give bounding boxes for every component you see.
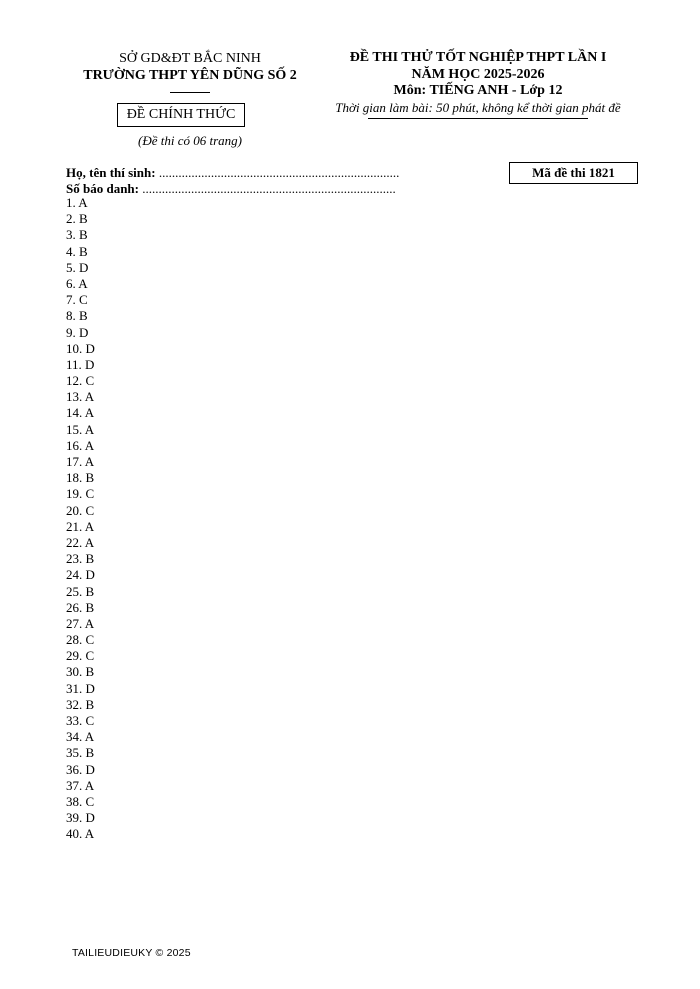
answer-item: 28. C — [66, 632, 95, 648]
answer-item: 29. C — [66, 648, 95, 664]
answer-item: 6. A — [66, 275, 88, 291]
candidate-name-line — [66, 165, 399, 181]
candidate-info — [66, 165, 399, 197]
answer-item: 2. B — [66, 211, 88, 227]
answer-item: 36. D — [66, 761, 95, 777]
answer-item: 38. C — [66, 793, 95, 809]
answer-item: 19. C — [66, 486, 95, 502]
answer-item: 40. A — [66, 826, 95, 842]
exam-header — [308, 50, 648, 119]
answer-item: 5. D — [66, 259, 89, 275]
answer-item: 12. C — [66, 373, 95, 389]
answer-item: 30. B — [66, 664, 95, 680]
school-year: NĂM HỌC 2025-2026 — [411, 66, 545, 82]
answer-item: 9. D — [66, 324, 89, 340]
answer-item: 32. B — [66, 696, 95, 712]
exam-subject: Môn: TIẾNG ANH - Lớp 12 — [393, 83, 563, 98]
answer-item: 37. A — [66, 777, 95, 793]
candidate-name-label: Họ, tên thí sinh: — [66, 165, 156, 180]
time-note-underline — [368, 118, 588, 119]
candidate-id-blank: .............................................................................. — [142, 181, 396, 196]
answer-item: 1. A — [66, 195, 88, 210]
answer-item: 23. B — [66, 551, 95, 567]
candidate-name-blank: .......................................................................... — [158, 165, 400, 180]
answer-item: 20. C — [66, 502, 95, 518]
time-limit-note: Thời gian làm bài: 50 phút, không kể thời gian phát đề — [335, 99, 621, 115]
school-name: TRƯỜNG THPT YÊN DŨNG SỐ 2 — [83, 68, 297, 83]
header-divider — [170, 92, 210, 93]
answer-item: 18. B — [66, 470, 95, 486]
answer-item: 33. C — [66, 713, 95, 728]
footer-watermark: TAILIEUDIEUKY © 2025 — [72, 947, 191, 959]
answer-item: 31. D — [66, 680, 95, 696]
answer-item: 22. A — [66, 534, 95, 550]
answer-item: 10. D — [66, 340, 95, 356]
answer-item: 11. D — [66, 356, 95, 372]
answer-item: 34. A — [66, 729, 95, 745]
answer-item: 13. A — [66, 389, 95, 405]
answer-item: 27. A — [66, 615, 95, 631]
answer-item: 21. A — [66, 518, 95, 534]
department-name: SỞ GD&ĐT BẮC NINH — [119, 51, 261, 66]
answer-item: 15. A — [66, 421, 95, 437]
candidate-id-label: Số báo danh: — [66, 181, 139, 196]
answer-item: 16. A — [66, 437, 95, 453]
exam-code-box: Mã đề thi 1821 — [509, 162, 638, 184]
answer-item: 35. B — [66, 745, 95, 761]
answer-item: 26. B — [66, 599, 95, 615]
answer-item: 14. A — [66, 405, 95, 421]
answer-item: 7. C — [66, 292, 88, 308]
answer-item: 24. D — [66, 567, 95, 583]
page-count-note: (Đề thi có 06 trang) — [138, 133, 242, 148]
answer-item: 25. B — [66, 583, 95, 599]
exam-title: ĐỀ THI THỬ TỐT NGHIỆP THPT LẦN I — [349, 50, 607, 65]
official-exam-badge: ĐỀ CHÍNH THỨC — [117, 103, 245, 127]
answer-item: 17. A — [66, 454, 95, 469]
answer-item: 3. B — [66, 227, 88, 243]
answer-item: 8. B — [66, 308, 88, 324]
answer-item: 39. D — [66, 810, 95, 826]
issuer-header — [60, 50, 320, 93]
answer-key-list — [66, 195, 95, 843]
candidate-id-line — [66, 181, 399, 197]
answer-item: 4. B — [66, 243, 88, 259]
